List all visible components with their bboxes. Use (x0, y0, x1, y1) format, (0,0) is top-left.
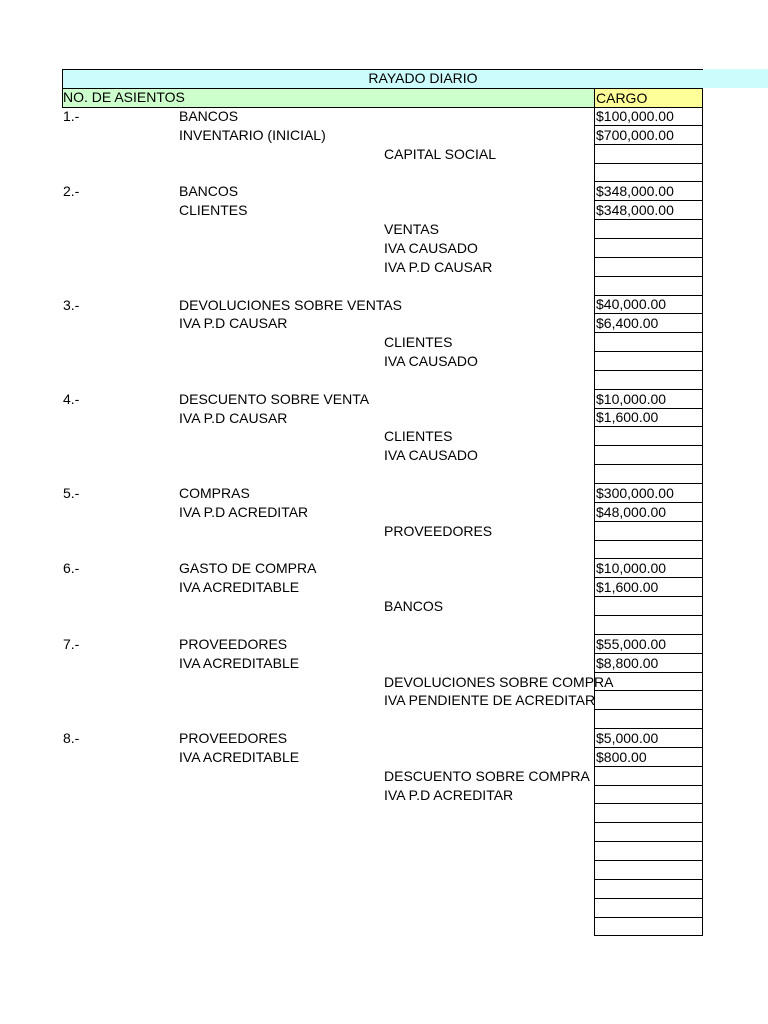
cargo-cell[interactable] (594, 277, 703, 296)
credit-account: VENTAS (384, 221, 439, 237)
cargo-cell[interactable] (594, 880, 703, 899)
cargo-cell[interactable] (594, 220, 703, 239)
entry-number: 3.- (63, 297, 80, 313)
header-cargo-label: CARGO (596, 90, 648, 106)
credit-account: CLIENTES (384, 334, 453, 350)
cargo-cell[interactable] (594, 578, 703, 597)
debit-account: PROVEEDORES (179, 730, 288, 746)
cargo-cell[interactable] (594, 296, 703, 314)
cargo-cell[interactable] (594, 145, 703, 164)
debit-account: PROVEEDORES (179, 636, 288, 652)
cargo-cell[interactable] (594, 258, 703, 277)
debit-account: IVA ACREDITABLE (179, 655, 300, 671)
cargo-cell[interactable] (594, 314, 703, 333)
cargo-cell[interactable] (594, 767, 703, 786)
debit-account: IVA P.D CAUSAR (179, 410, 288, 426)
cargo-cell[interactable] (594, 748, 703, 767)
credit-account: PROVEEDORES (384, 523, 493, 539)
cargo-amount: $8,800.00 (596, 655, 659, 671)
credit-account: BANCOS (384, 598, 444, 614)
cargo-cell[interactable] (594, 522, 703, 541)
cargo-cell[interactable] (594, 710, 703, 729)
entry-number: 6.- (63, 560, 80, 576)
cargo-amount: $48,000.00 (596, 504, 667, 520)
cargo-amount: $55,000.00 (596, 636, 667, 652)
entry-number: 2.- (63, 183, 80, 199)
debit-account: IVA P.D ACREDITAR (179, 504, 309, 520)
cargo-cell[interactable] (594, 503, 703, 522)
cargo-amount: $348,000.00 (596, 202, 674, 218)
credit-account: CAPITAL SOCIAL (384, 146, 497, 162)
cargo-cell[interactable] (594, 804, 703, 823)
debit-account: BANCOS (179, 108, 239, 124)
debit-account: IVA ACREDITABLE (179, 749, 300, 765)
credit-account: IVA P.D ACREDITAR (384, 787, 514, 803)
entry-number: 8.- (63, 730, 80, 746)
cargo-cell[interactable] (594, 842, 703, 861)
credit-account: DESCUENTO SOBRE COMPRA (384, 768, 590, 784)
cargo-cell[interactable] (594, 107, 703, 126)
cargo-cell[interactable] (594, 861, 703, 880)
debit-account: GASTO DE COMPRA (179, 560, 317, 576)
cargo-amount: $40,000.00 (596, 296, 667, 312)
cargo-amount: $800.00 (596, 749, 647, 765)
credit-account: CLIENTES (384, 428, 453, 444)
credit-account: IVA CAUSADO (384, 353, 478, 369)
header-entries-label: NO. DE ASIENTOS (63, 89, 185, 105)
debit-account: COMPRAS (179, 485, 250, 501)
cargo-cell[interactable] (594, 390, 703, 409)
debit-account: INVENTARIO (INICIAL) (179, 127, 326, 143)
debit-account: DEVOLUCIONES SOBRE VENTAS (179, 297, 403, 313)
cargo-cell[interactable] (594, 164, 703, 182)
entry-number: 4.- (63, 391, 80, 407)
cargo-amount: $1,600.00 (596, 409, 659, 425)
cargo-cell[interactable] (594, 823, 703, 842)
cargo-cell[interactable] (594, 673, 703, 691)
cargo-amount: $6,400.00 (596, 315, 659, 331)
cargo-cell[interactable] (594, 333, 703, 352)
credit-account: IVA CAUSADO (384, 447, 478, 463)
cargo-cell[interactable] (594, 239, 703, 258)
entry-number: 5.- (63, 485, 80, 501)
header-cargo-cell[interactable] (594, 88, 703, 108)
debit-account: IVA ACREDITABLE (179, 579, 300, 595)
entry-number: 1.- (63, 108, 80, 124)
debit-account: IVA P.D CAUSAR (179, 315, 288, 331)
cargo-cell[interactable] (594, 541, 703, 559)
cargo-cell[interactable] (594, 201, 703, 220)
cargo-amount: $10,000.00 (596, 391, 667, 407)
cargo-amount: $10,000.00 (596, 560, 667, 576)
cargo-amount: $100,000.00 (596, 108, 674, 124)
cargo-amount: $700,000.00 (596, 127, 674, 143)
cargo-cell[interactable] (594, 126, 703, 145)
cargo-amount: $300,000.00 (596, 485, 674, 501)
credit-account: IVA CAUSADO (384, 240, 478, 256)
cargo-cell[interactable] (594, 786, 703, 804)
cargo-cell[interactable] (594, 446, 703, 465)
cargo-cell[interactable] (594, 409, 703, 427)
cargo-cell[interactable] (594, 691, 703, 710)
cargo-cell[interactable] (594, 352, 703, 371)
cargo-amount: $348,000.00 (596, 183, 674, 199)
credit-account: IVA P.D CAUSAR (384, 259, 493, 275)
cargo-cell[interactable] (594, 182, 703, 201)
cargo-cell[interactable] (594, 635, 703, 654)
debit-account: CLIENTES (179, 202, 248, 218)
cargo-cell[interactable] (594, 616, 703, 635)
cargo-amount: $5,000.00 (596, 730, 659, 746)
cargo-cell[interactable] (594, 484, 703, 503)
debit-account: BANCOS (179, 183, 239, 199)
cargo-cell[interactable] (594, 427, 703, 446)
credit-account: DEVOLUCIONES SOBRE COMPRA (384, 674, 614, 690)
cargo-cell[interactable] (594, 918, 703, 936)
debit-account: DESCUENTO SOBRE VENTA (179, 391, 370, 407)
cargo-cell[interactable] (594, 597, 703, 616)
cargo-cell[interactable] (594, 654, 703, 673)
cargo-cell[interactable] (594, 899, 703, 918)
cargo-cell[interactable] (594, 559, 703, 578)
cargo-amount: $1,600.00 (596, 579, 659, 595)
sheet-title: RAYADO DIARIO (368, 70, 478, 86)
cargo-cell[interactable] (594, 371, 703, 390)
cargo-cell[interactable] (594, 729, 703, 748)
entry-number: 7.- (63, 636, 80, 652)
cargo-cell[interactable] (594, 465, 703, 484)
credit-account: IVA PENDIENTE DE ACREDITAR (384, 692, 596, 708)
